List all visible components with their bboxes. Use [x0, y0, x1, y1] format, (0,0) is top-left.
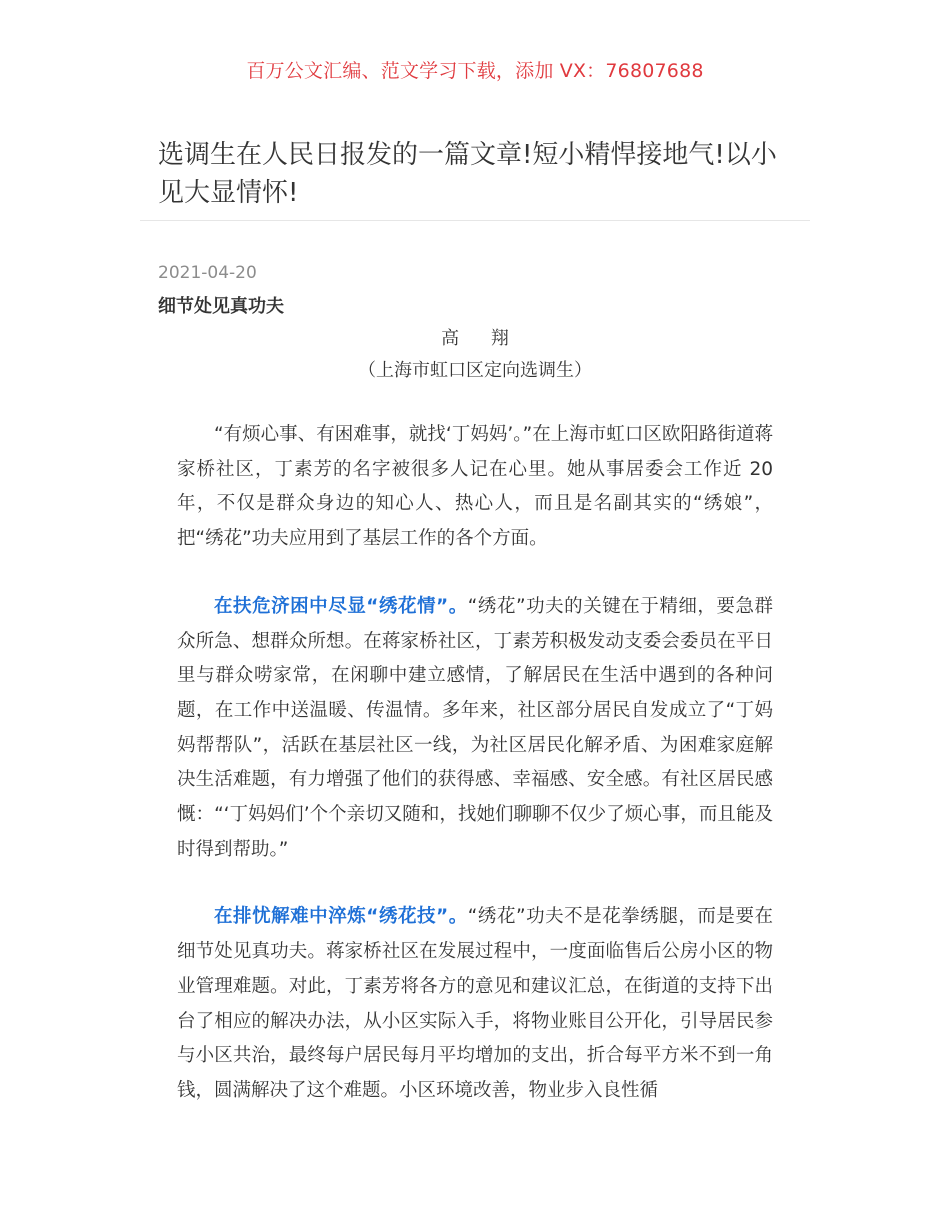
section-heading: 在扶危济困中尽显“绣花情”。 [214, 595, 468, 617]
paragraph-text: “绣花”功夫的关键在于精细，要急群众所急、想群众所想。在蒋家桥社区，丁素芳积极发动支委会委员在平日里与群众唠家常，在闲聊中建立感情，了解居民在生活中遇到的各种问题，在工作中送温暖、传温情。多年来，社区部分居民自发成立了“丁妈妈帮帮队”，活跃在基层社区一线，为社区居民化解矛盾、为困难家庭解决生活难题，有力增强了他们的获得感、幸福感、安全感。有社区居民感慨：“‘丁妈妈们’个个亲切又随和，找她们聊聊不仅少了烦心事，而且能及时得到帮助。” [177, 595, 774, 860]
paragraph-text: “有烦心事、有困难事，就找‘丁妈妈’。”在上海市虹口区欧阳路街道蒋家桥社区，丁素芳的名字被很多人记在心里。她从事居委会工作近 20 年，不仅是群众身边的知心人、热心人，而且是名副其实的“绣娘”，把“绣花”功夫应用到了基层工作的各个方面。 [177, 424, 773, 550]
paragraph-intro [177, 418, 773, 557]
section-heading: 在排忧解难中淬炼“绣花技”。 [214, 906, 468, 928]
article-title: 选调生在人民日报发的一篇文章!短小精悍接地气!以小见大显情怀! [158, 140, 777, 208]
author-affiliation: （上海市虹口区定向选调生） [358, 360, 592, 381]
paragraph-section-1 [177, 590, 773, 868]
article-body [177, 418, 774, 1101]
article-subtitle: 细节处见真功夫 [158, 296, 284, 317]
publish-date: 2021-04-20 [158, 263, 257, 283]
watermark-banner: 百万公文汇编、范文学习下载，添加 VX：76807688 [246, 60, 704, 82]
author-name: 高 翔 [441, 328, 509, 349]
title-divider [140, 220, 810, 221]
paragraph-section-2 [177, 900, 773, 1108]
paragraph-text: “绣花”功夫不是花拳绣腿，而是要在细节处见真功夫。蒋家桥社区在发展过程中，一度面临售后公房小区的物业管理难题。对此，丁素芳将各方的意见和建议汇总，在街道的支持下出台了相应的解决办法，从小区实际入手，将物业账目公开化，引导居民参与小区共治，最终每户居民每月平均增加的支出，折合每平方米不到一角钱，圆满解决了这个难题。小区环境改善，物业步入良性循 [177, 906, 774, 1101]
